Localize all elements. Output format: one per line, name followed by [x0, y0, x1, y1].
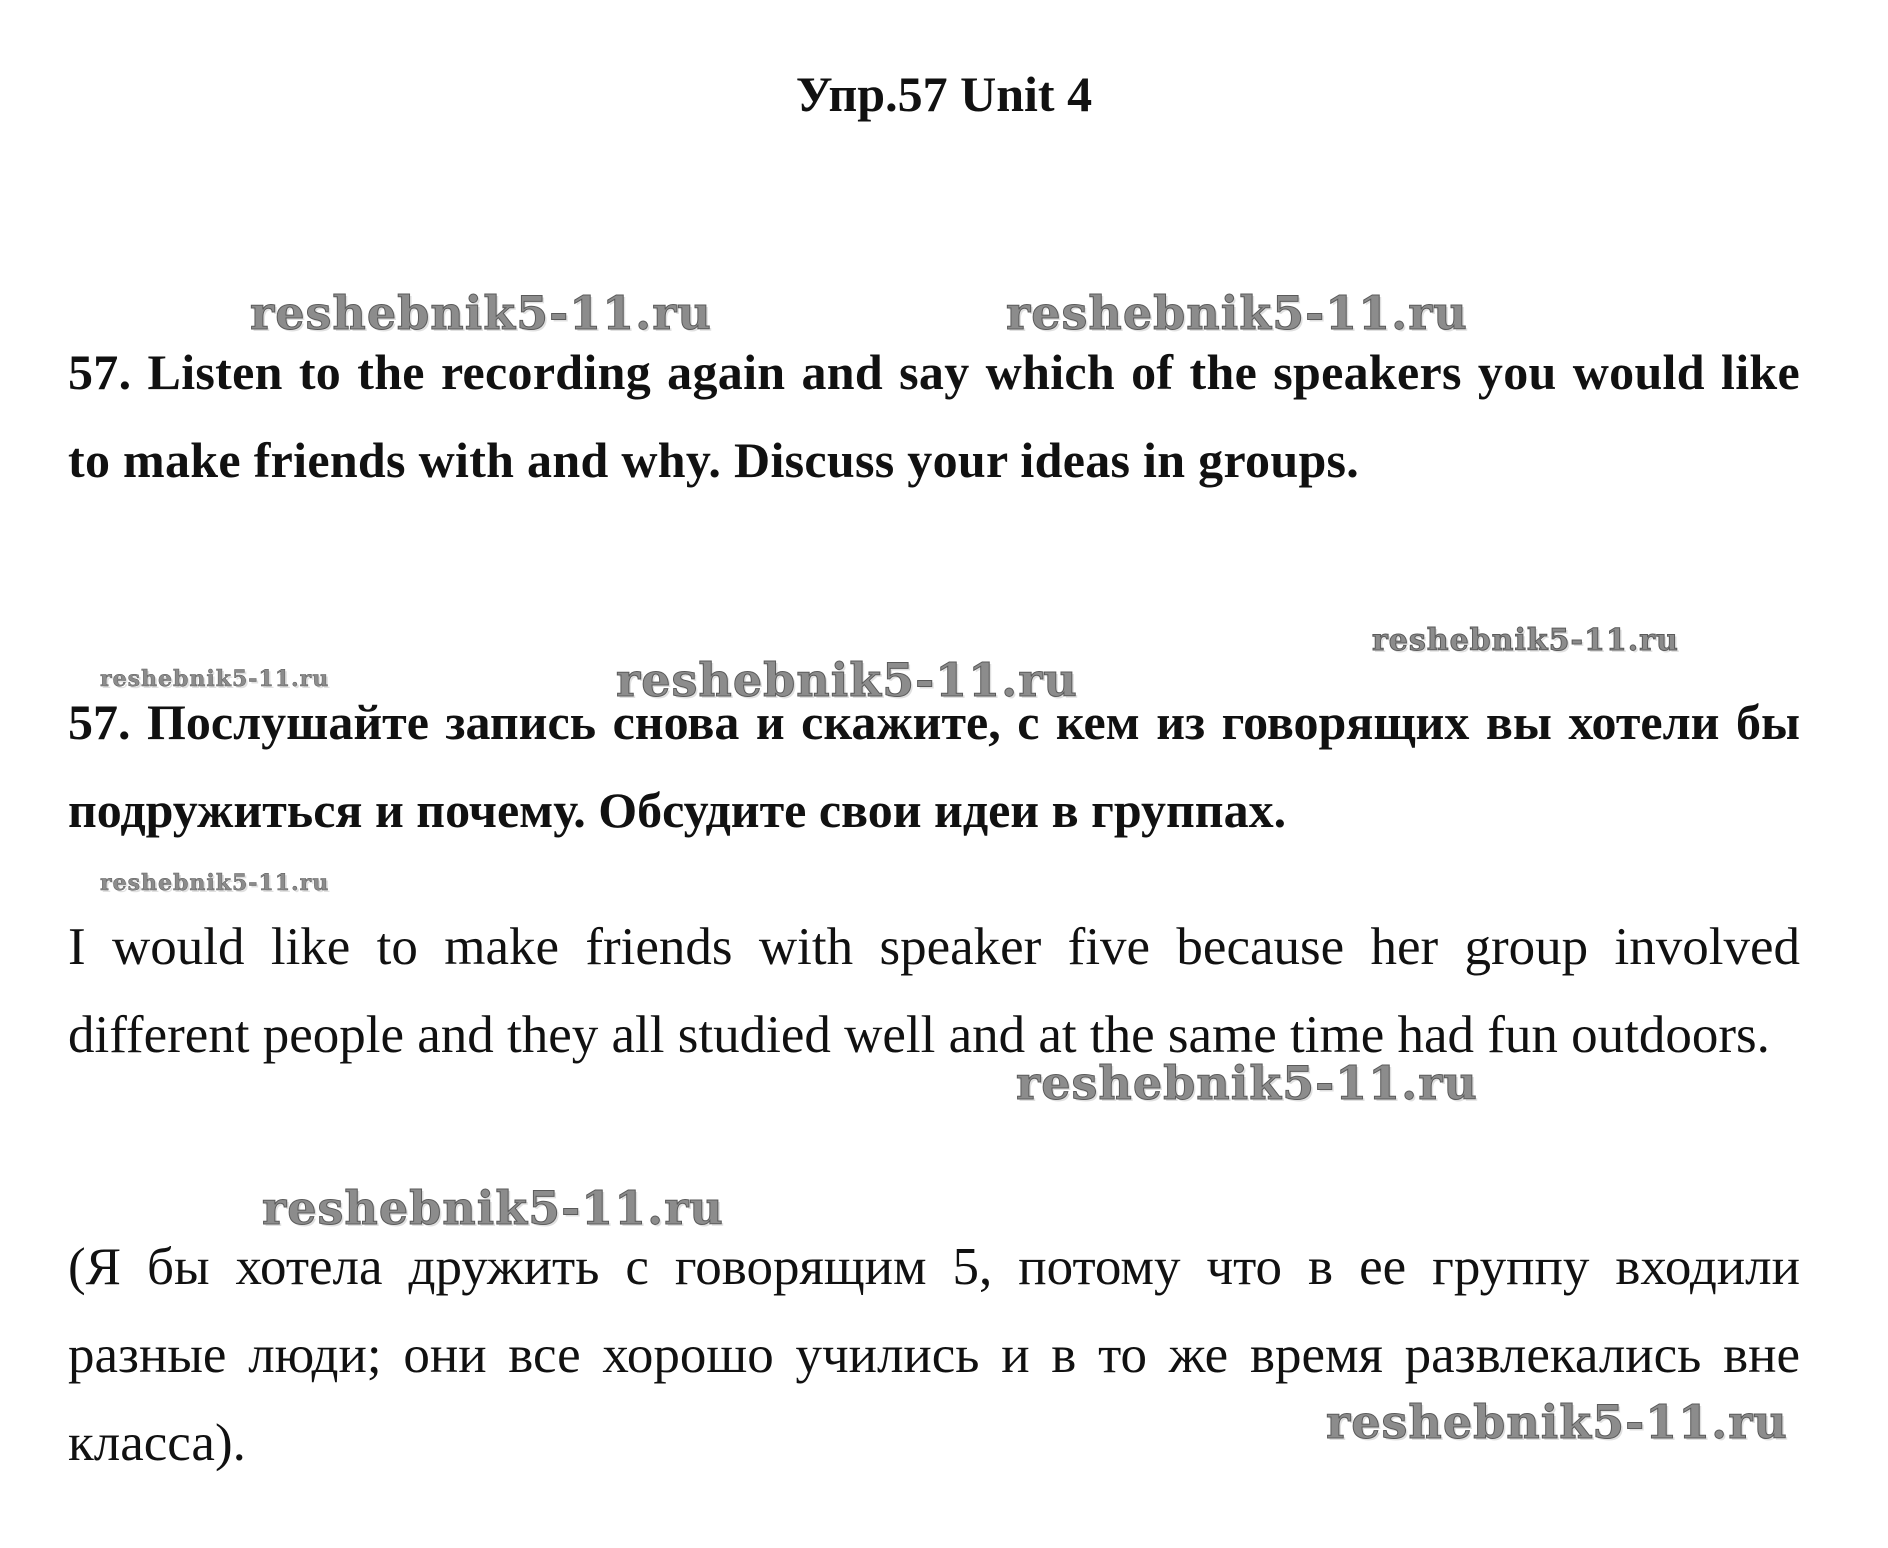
task-english: 57. Listen to the recording again and say which of the speakers you would like to make friends with and why. Discuss your ideas in groups.: [68, 344, 1800, 488]
watermark: reshebnik5-11.ru: [1326, 1395, 1788, 1449]
watermark: reshebnik5-11.ru: [616, 653, 1078, 707]
answer-russian: (Я бы хотела дружить с говорящим 5, потому что в ее группу входили разные люди; они все хорошо учились и в то же время развлекались вне класса).: [68, 1238, 1800, 1472]
answer-english: I would like to make friends with speaker five because her group involved different people and they all studied well and at the same time had fun outdoors.: [68, 918, 1800, 1064]
page-title: Упр.57 Unit 4: [795, 66, 1093, 122]
watermark: reshebnik5-11.ru: [1016, 1056, 1478, 1110]
watermark: reshebnik5-11.ru: [250, 286, 712, 340]
task-russian: 57. Послушайте запись снова и скажите, с кем из говорящих вы хотели бы подружиться и почему. Обсудите свои идеи в группах.: [68, 694, 1800, 838]
watermark: reshebnik5-11.ru: [1372, 623, 1679, 658]
watermark: reshebnik5-11.ru: [100, 666, 330, 692]
watermark: reshebnik5-11.ru: [262, 1181, 724, 1235]
watermark: reshebnik5-11.ru: [100, 870, 330, 896]
watermark: reshebnik5-11.ru: [1006, 286, 1468, 340]
